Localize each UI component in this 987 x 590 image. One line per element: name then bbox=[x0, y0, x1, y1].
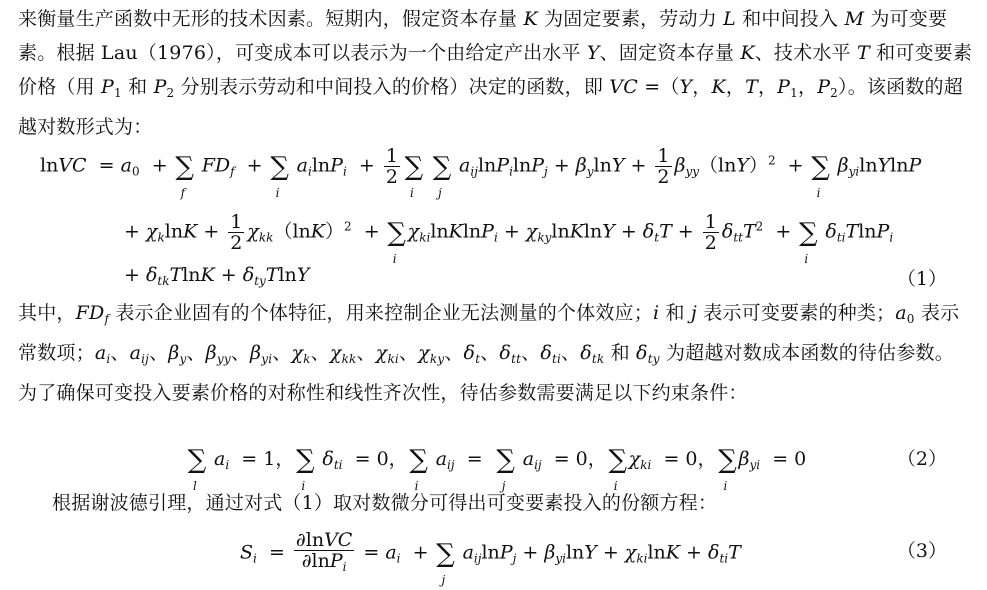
equation-1-line-2: + $\chi_k\ln K$ + $\frac{1}{2}$ $\chi_{kk}(\ln K)^2$ + ∑ i $\chi_{ki}lnKlnP_i + \chi_{ky}lnKlnY + \delta_tT$ + $\frac{1}{2}$ $\delta_{tt}T^2$ + ∑ i $\delta_{ti}TlnP_i$ bbox=[124, 211, 894, 266]
equation-2-number: （2） bbox=[896, 448, 947, 470]
paragraph-parameters: 其中，$FD_f$ 表示企业固有的个体特征，用来控制企业无法测量的个体效应；i 和 j 表示可变要素的种类；$a_0$ 表示常数项；$a_i$、$a_{ij}$、$\beta_y$、$\beta_{yy}$、$\beta_{yi}$、$\chi_k$、$\chi_{kk}$、$\chi_{ki}$、$\chi_{ky}$、$\delta_t$、$\delta_{tt}$、$\delta_{ti}$、$\delta_{tk}$ 和 $\delta_{ty}$ 为超越对数成本函数的待估参数。为了确保可变投入要素价格的对称性和线性齐次性，待估参数需要满足以下约束条件： bbox=[18, 302, 960, 404]
equation-1-line-1: lnVC = $a_0$ + ∑ f $FD_f$ + ∑ i $a_i\ln P_i$ + $\frac{1}{2}$ ∑ i ∑ j $a_{ij}\ln P_i\ln P_j + \beta_y\ln Y$ + $\frac{1}{2}$ $\beta_{yy}(\ln Y)^2$ + ∑ i $\beta_{yi}lnYlnP$ bbox=[40, 145, 922, 200]
equation-3: $S_i$ = $\frac{\text{∂lnVC}}{\partial\ln P_i}$ = $a_i$ + ∑ j $a_{ij}\ln P_j + \beta_{yi}\ln Y + \chi_{ki}\ln K + \delta_{ti}T$ bbox=[240, 529, 741, 587]
paragraph-shephard: 根据谢波德引理，通过对式（1）取对数微分可得出可变要素投入的份额方程： bbox=[52, 492, 718, 514]
equation-2: ∑ l $a_i = 1$，∑ i $\delta_{ti} = 0$，∑ i $a_{ij}$ = ∑ j $a_{ij} = 0$，∑ i $\chi_{ki} = 0$，∑ i $\beta_{yi} = 0$ bbox=[187, 445, 807, 493]
paragraph-intro: 来衡量生产函数中无形的技术因素。短期内，假定资本存量 K 为固定要素，劳动力 L 和中间投入 M 为可变要素。根据 Lau（1976），可变成本可以表示为一个由给定产出水平 Y、固定资本存量 K、技术水平 T 和可变要素价格（用 $P_1$ 和 $P_2$ 分别表示劳动和中间投入的价格）决定的函数，即 VC =（Y，K，T，$P_1$，$P_2$）。该函数的超越对数形式为： bbox=[18, 8, 973, 138]
equation-1-line-3: + $\delta_{tk}TlnK + \delta_{ty}TlnY$ bbox=[124, 264, 310, 288]
equation-1-number: （1） bbox=[896, 268, 947, 290]
equation-3-number: （3） bbox=[896, 540, 947, 562]
